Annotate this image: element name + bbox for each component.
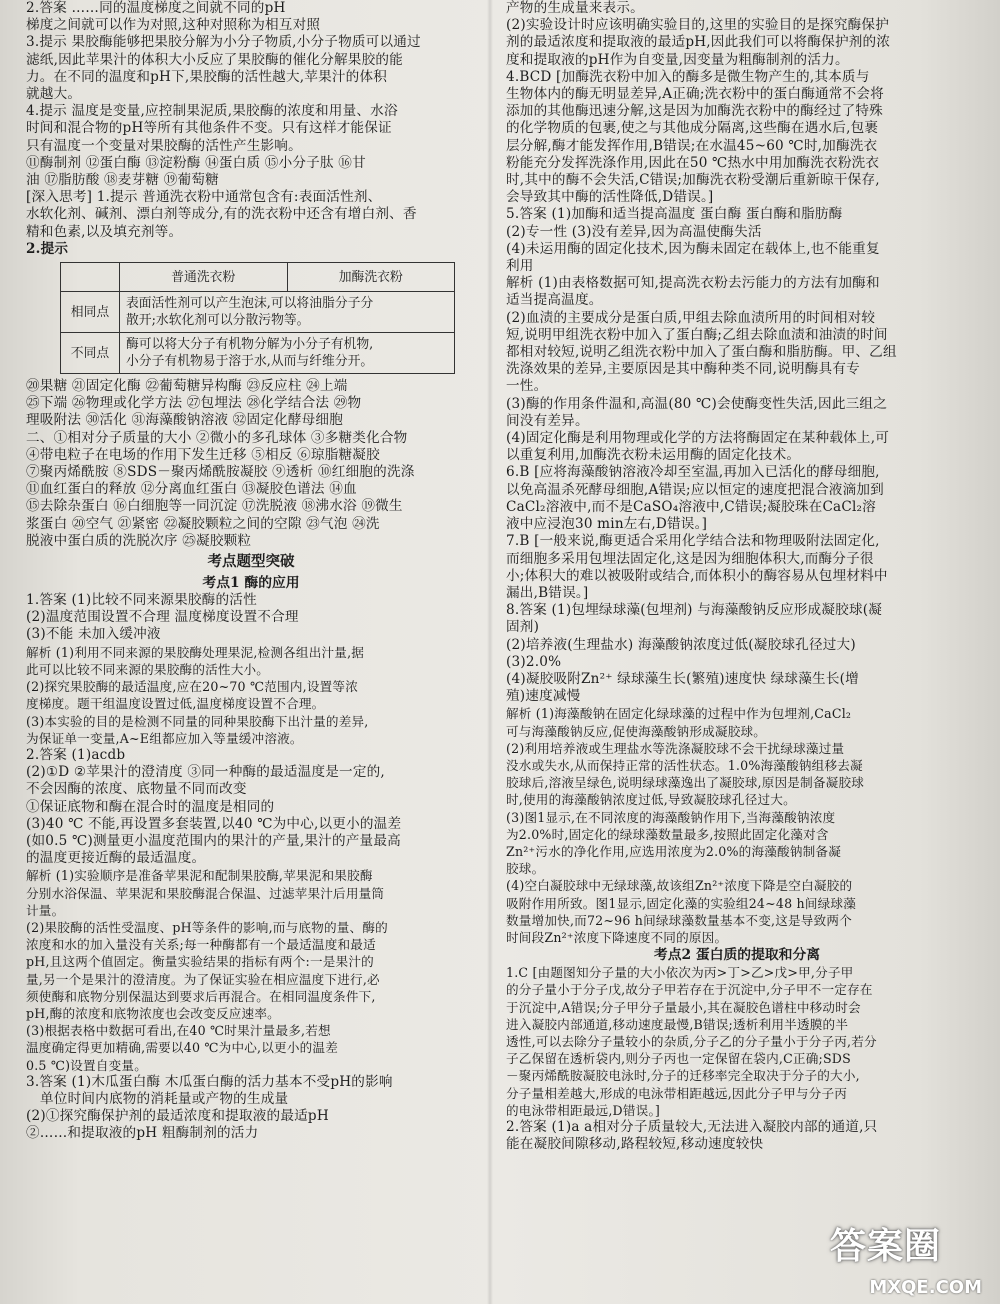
left-block-2 [26,378,476,550]
watermark-logo [830,1218,980,1270]
kp2-title: 考点2 蛋白质的提取和分离 [653,947,821,964]
right-block-1 [506,0,968,946]
table-header-cell [61,263,120,292]
table-row [61,292,455,333]
left-block-1 [26,0,476,258]
text-line: 2.提示 [26,240,69,257]
text-line: 6.B [应将海藻酸钠溶液冷却至室温,再加入已活化的酵母细胞, [506,464,880,481]
text-line: 粉能充分发挥洗涤作用,因此在50 ℃热水中用加酶洗衣粉洗衣 [506,154,880,171]
text-line: 2.答案 (1)a a相对分子质量较大,无法进入凝胶内部的通道,只 [506,1119,878,1135]
text-line: 的分子量小于分子戊,故分子甲若存在于沉淀中,分子甲不一定存在 [506,982,873,998]
text-line: 理吸附法 ㉚活化 ㉛海藻酸钠溶液 ㉜固定化酵母细胞 [26,412,344,429]
text-line: (4)固定化酶是利用物理或化学的方法将酶固定在某种载体上,可 [506,430,890,447]
text-line: ⑪血红蛋白的释放 ⑫分离血红蛋白 ⑬凝胶色谱法 ⑭血 [26,481,357,498]
text-line: 的电泳带相距最远,D错误。] [506,1102,661,1118]
text-line: (3)本实验的目的是检测不同量的同种果胶酶下出汁量的差异, [26,713,369,729]
text-line: 度和提取液的pH作为自变量,因变量为粗酶制剂的活力。 [506,51,849,68]
table-header-cell: 加酶洗衣粉 [287,263,455,292]
text-line: 为保证单一变量,A~E组都应加入等量缓冲溶液。 [26,730,303,746]
text-line: (2)①探究酶保护剂的最适浓度和提取液的最适pH [26,1108,329,1125]
text-line: 的温度更接近酶的最适温度。 [26,850,206,867]
text-line: 间没有差异。 [506,412,589,429]
table-header-row [61,263,455,292]
text-line: 数量增加快,而72~96 h间绿球藻数量基本不变,这是导致两个 [506,912,852,928]
text-line: (2)专一性 (3)没有差异,因为高温使酶失活 [506,223,762,240]
right-block-2 [506,964,968,1153]
text-line: 4.提示 温度是变量,应控制果泥质,果胶酶的浓度和用量、水浴 [26,103,398,120]
text-line: (如0.5 ℃)测量更小温度范围内的果汁的产量,果汁的产量最高 [26,832,401,849]
table-row-label: 不同点 [61,333,120,374]
text-line: 1.答案 (1)比较不同来源果胶酶的活性 [26,592,257,609]
text-line: 2.答案 (1)acdb [26,746,126,763]
left-column [26,0,476,1304]
left-block-3 [26,592,476,1143]
text-line: pH,酶的浓度和底物浓度也会改变反应速率。 [26,1005,280,1021]
text-line: 力。在不同的温度和pH下,果胶酶的活性越大,苹果汁的体积 [26,68,388,85]
text-line: 适当提高温度。 [506,292,603,309]
text-line: 单位时间内底物的消耗量或产物的生成量 [40,1090,289,1107]
text-line: 解析 (1)利用不同来源的果胶酶处理果泥,检测各组出汁量,据 [26,644,365,660]
text-line: 滤纸,因此苹果汁的体积大小反应了果胶酶的催化分解果胶的能 [26,51,403,68]
text-line: 液中应浸泡30 min左右,D错误。] [506,516,708,533]
text-line: [深入思考] 1.提示 普通洗衣粉中通常包含有:表面活性剂、 [26,189,382,206]
right-column [506,0,968,1304]
text-line: 固剂) [506,619,540,636]
text-line: 解析 (1)由表格数据可知,提高洗衣粉去污能力的方法有加酶和 [506,275,880,292]
text-line: ②……和提取液的pH 粗酶制剂的活力 [26,1125,259,1142]
text-line: Zn²⁺污水的净化作用,应选用浓度为2.0%的海藻酸钠制备凝 [506,843,842,859]
table-header-cell: 普通洗衣粉 [120,263,288,292]
text-line: 温度确定得更加精确,需要以40 ℃为中心,以更小的温差 [26,1040,338,1056]
text-line: (4)空白凝胶球中无绿球藻,故该组Zn²⁺浓度下降是空白凝胶的 [506,878,853,894]
text-line: (2)血渍的主要成分是蛋白质,甲组去除血渍所用的时间相对较 [506,309,876,326]
text-line: 3.提示 果胶酶能够把果胶分解为小分子物质,小分子物质可以通过 [26,34,421,51]
text-line: 添加的其他酶迅速分解,这是因为加酶洗衣粉中的酶经过了特殊 [506,103,883,120]
text-line: (3)40 ℃ 不能,再设置多套装置,以40 ℃为中心,以更小的温差 [26,815,402,832]
text-line: 分子量相差越大,形成的电泳带相距越远,因此分子甲与分子丙 [506,1085,848,1101]
text-line: 为2.0%时,固定化的绿球藻数量最多,按照此固定化藻对含 [506,826,829,842]
text-line: 而细胞多采用包埋法固定化,这是因为细胞体积大,而酶分子很 [506,550,874,567]
table-cell-line: 小分子有机物易于溶于水,从而与纤维分开。 [126,354,374,370]
text-line: 短,说明甲组洗衣粉中加入了蛋白酶;乙组去除血渍和油渍的时间 [506,326,888,343]
text-line: 的化学物质的包裹,使之与其他成分隔离,这些酶在遇水后,包裹 [506,120,879,137]
text-line: 漏出,B错误。] [506,584,589,601]
text-line: 分别水浴保温、苹果泥和果胶酶混合保温、过滤苹果汁后用量筒 [26,885,385,901]
text-line: 利用 [506,258,534,275]
text-line: (2)①D ②苹果汁的澄清度 ③同一种酶的最适温度是一定的, [26,764,385,781]
table-cell [120,292,455,333]
text-line: ⑳果糖 ㉑固定化酶 ㉒葡萄糖异构酶 ㉓反应柱 ㉔上端 [26,378,348,395]
text-line: 浓度和水的加入量没有关系;每一种酶都有一个最适温度和最适 [26,937,376,953]
text-line: (2)实验设计时应该明确实验目的,这里的实验目的是探究酶保护 [506,17,890,34]
text-line: 以免高温杀死酵母细胞,A错误;应以恒定的速度把混合液滴加到 [506,481,884,498]
text-line: 2.答案 ……同的温度梯度之间就不同的pH [26,0,286,16]
text-line: 0.5 ℃)设置自变量。 [26,1057,147,1073]
text-line: (2)果胶酶的活性受温度、pH等条件的影响,而与底物的量、酶的 [26,919,388,935]
text-line: 须使酶和底物分别保温达到要求后再混合。在相同温度条件下, [26,988,376,1004]
text-line: 胶球。 [506,861,545,877]
text-line: 度梯度。题干组温度设置过低,温度梯度设置不合理。 [26,696,325,712]
text-line: 5.答案 (1)加酶和适当提高温度 蛋白酶 蛋白酶和脂肪酶 [506,206,843,223]
text-line: 7.B [一般来说,酶更适合采用化学结合法和物理吸附法固定化, [506,533,880,550]
text-line: 浆蛋白 ⑳空气 ㉑紧密 ㉒凝胶颗粒之间的空隙 ㉓气泡 ㉔洗 [26,515,380,532]
text-line: ①保证底物和酶在混合时的温度是相同的 [26,798,275,815]
text-line: 脱液中蛋白质的洗脱次序 ㉕凝胶颗粒 [26,532,252,549]
text-line: (3)酶的作用条件温和,高温(80 ℃)会使酶变性失活,因此三组之 [506,395,887,412]
text-line: 1.C [由题图知分子量的大小依次为丙>丁>乙>戊>甲,分子甲 [506,965,854,981]
text-line: (2)培养液(生理盐水) 海藻酸钠浓度过低(凝胶球孔径过大) [506,636,856,653]
text-line: ⑮去除杂蛋白 ⑯白细胞等一同沉淀 ⑰洗脱液 ⑱沸水浴 ⑲微生 [26,498,403,515]
kp1-title: 考点1 酶的应用 [202,575,300,592]
text-line: －聚丙烯酰胺凝胶电泳时,分子的迁移率完全取决于分子的大小, [506,1068,860,1084]
table-row [61,333,455,374]
text-line: CaCl₂溶液中,而不是CaSO₄溶液中,C错误;凝胶珠在CaCl₂溶 [506,498,876,515]
text-line: (3)不能 未加入缓冲液 [26,626,161,643]
text-line: 只有温度一个变量对果胶酶的活性产生影响。 [26,137,302,154]
text-line: (3)2.0% [506,653,562,670]
table-cell-line: 酶可以将大分子有机物分解为小分子有机物, [126,337,374,353]
text-line: 3.答案 (1)木瓜蛋白酶 木瓜蛋白酶的活力基本不受pH的影响 [26,1073,393,1090]
text-line: (3)根据表格中数据可看出,在40 ℃时果汁量最多,若想 [26,1023,331,1039]
text-line: 时,其中的酶不会失活,C错误;加酶洗衣粉受潮后重新晾干保存, [506,172,880,189]
text-line: 不会因酶的浓度、底物量不同而改变 [26,781,247,798]
text-line: 时间和混合物的pH等所有其他条件不变。只有这样才能保证 [26,120,392,137]
text-line: 会导致其中酶的活性降低,D错误。] [506,189,714,206]
text-line: (3)图1显示,在不同浓度的海藻酸钠作用下,当海藻酸钠浓度 [506,809,836,825]
text-line: 计量。 [26,902,65,918]
text-line: 4.BCD [加酶洗衣粉中加入的酶多是微生物产生的,其本质与 [506,68,870,85]
comparison-table [60,262,455,374]
text-line: 以重复利用,加酶洗衣粉未运用酶的固定化技术。 [506,447,801,464]
text-line: 胶球后,溶液呈绿色,说明绿球藻逸出了凝胶球,原因是制备凝胶球 [506,775,865,791]
text-line: (4)未运用酶的固定化技术,因为酶未固定在载体上,也不能重复 [506,240,880,257]
text-line: 水软化剂、碱剂、漂白剂等成分,有的洗衣粉中还含有增白剂、香 [26,206,417,223]
text-line: 可与海藻酸钠反应,促使海藻酸钠形成凝胶球。 [506,723,767,739]
text-line: 油 ⑰脂肪酸 ⑱麦芽糖 ⑲葡萄糖 [26,172,219,189]
text-line: ㉕下端 ㉖物理或化学方法 ㉗包埋法 ㉘化学结合法 ㉙物 [26,395,362,412]
page-gutter [487,0,493,1304]
text-line: 都相对较短,说明乙组洗衣粉中加入了蛋白酶和脂肪酶。甲、乙组 [506,344,897,361]
watermark-url: MXQE.COM [869,1277,982,1298]
text-line: 透性,可以去除分子量较小的杂质,分子乙的分子量小于分子丙,若分 [506,1033,877,1049]
text-line: 8.答案 (1)包埋绿球藻(包埋剂) 与海藻酸钠反应形成凝胶球(凝 [506,602,883,619]
text-line: 进入凝胶内部通道,移动速度最慢,B错误;透析利用半透膜的半 [506,1016,849,1032]
text-line: 层分解,酶才能发挥作用,B错误;在水温45~60 ℃时,加酶洗衣 [506,137,878,154]
text-line: (2)探究果胶酶的最适温度,应在20~70 ℃范围内,设置等浓 [26,679,359,695]
text-line: 解析 (1)实验顺序是准备苹果泥和配制果胶酶,苹果泥和果胶酶 [26,868,373,884]
text-line: 洗涤效果的差异,主要原因是其中酶种类不同,说明酶具有专 [506,361,860,378]
table-cell-line: 散开;水软化剂可以分散污物等。 [126,313,310,329]
table-cell [120,333,455,374]
text-line: 产物的生成量来表示。 [506,0,644,16]
text-line: 精和色素,以及填充剂等。 [26,223,183,240]
text-line: 此可以比较不同来源的果胶酶的活性大小。 [26,661,270,677]
text-line: (2)温度范围设置不合理 温度梯度设置不合理 [26,609,299,626]
text-line: 小;体积大的难以被吸附或结合,而体积小的酶容易从包埋材料中 [506,567,888,584]
text-line: ⑪酶制剂 ⑫蛋白酶 ⑬淀粉酶 ⑭蛋白质 ⑮小分子肽 ⑯甘 [26,154,366,171]
text-line: 于沉淀中,A错误;分子甲分子量最小,其在凝胶色谱柱中移动时会 [506,999,861,1015]
text-line: 吸附作用所致。图1显示,固定化藻的实验组24~48 h间绿球藻 [506,895,856,911]
text-line: pH,且这两个值固定。衡量实验结果的指标有两个:一是果汁的 [26,954,374,970]
text-line: 时间段Zn²⁺浓度下降速度不同的原因。 [506,929,728,945]
text-line: (4)凝胶吸附Zn²⁺ 绿球藻生长(繁殖)速度快 绿球藻生长(增 [506,670,859,687]
text-line: 时,使用的海藻酸钠浓度过低,导致凝胶球孔径过大。 [506,792,796,808]
watermark [826,1218,986,1298]
text-line: 没水或失水,从而保持正常的活性状态。1.0%海藻酸钠组移去凝 [506,757,863,773]
text-line: 二、①相对分子质量的大小 ②微小的多孔球体 ③多糖类化合物 [26,429,408,446]
text-line: 解析 (1)海藻酸钠在固定化绿球藻的过程中作为包埋剂,CaCl₂ [506,706,852,722]
text-line: 就越大。 [26,86,82,103]
text-line: 一性。 [506,378,548,395]
text-line: (2)利用培养液或生理盐水等洗涤凝胶球不会干扰绿球藻过量 [506,740,845,756]
text-line: 量,另一个是果汁的澄清度。为了保证实验在相应温度下进行,必 [26,971,380,987]
section-title: 考点题型突破 [207,553,295,571]
table-row-label: 相同点 [61,292,120,333]
text-line: 能在凝胶间隙移动,路程较短,移动速度较快 [506,1136,764,1153]
table-cell-line: 表面活性剂可以产生泡沫,可以将油脂分子分 [126,296,374,312]
text-line: 殖)速度减慢 [506,688,581,705]
text-line: 子乙保留在透析袋内,则分子丙也一定保留在袋内,C正确;SDS [506,1051,851,1067]
text-line: 梯度之间就可以作为对照,这种对照称为相互对照 [26,17,321,34]
text-line: ④带电粒子在电场的作用下发生迁移 ⑤相反 ⑥琼脂糖凝胶 [26,446,380,463]
text-line: 剂的最适浓度和提取液的最适pH,因此我们可以将酶保护剂的浓 [506,34,891,51]
watermark-text: 答案圈 [830,1226,942,1267]
text-line: 生物体内的酶无明显差异,A正确;洗衣粉中的蛋白酶通常不会将 [506,86,884,103]
text-line: ⑦聚丙烯酰胺 ⑧SDS－聚丙烯酰胺凝胶 ⑨透析 ⑩红细胞的洗涤 [26,464,415,481]
